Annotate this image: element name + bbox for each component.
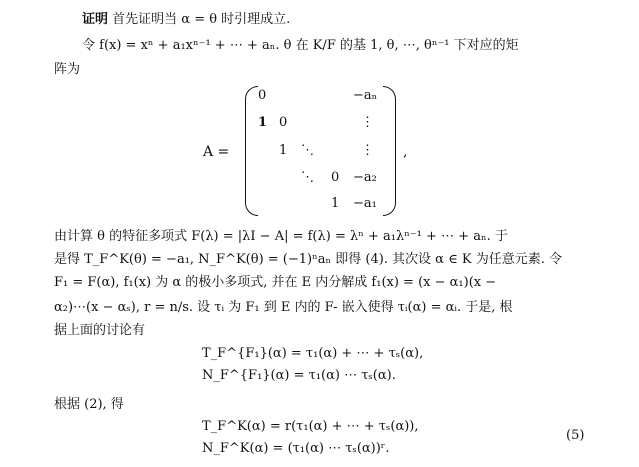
proof-line-7: α₂)⋯(x − αₛ), r = n/s. 设 τᵢ 为 F₁ 到 E 内的 F- 嵌入使得 τᵢ(α) = αᵢ. 于是, 根 <box>54 300 513 315</box>
proof-line-5: 是得 T_F^K(θ) = −a₁, N_F^K(θ) = (−1)ⁿaₙ 即得 (4). 其次设 α ∈ K 为任意元素. 令 <box>54 252 562 267</box>
matrix-cell: −aₙ <box>353 88 378 103</box>
norm-equation-2: N_F^K(α) = (τ₁(α) ⋯ τₛ(α))ʳ. <box>202 441 390 456</box>
proof-line-6: F₁ = F(α), f₁(x) 为 α 的极小多项式, 并在 E 内分解成 f₁(x) = (x − α₁)(x − <box>54 275 497 290</box>
matrix-cell: 1 <box>279 143 288 158</box>
matrix-label: A = <box>203 144 230 160</box>
matrix-cell: 0 <box>331 170 340 185</box>
companion-matrix <box>195 84 425 219</box>
proof-heading: 证明 <box>82 12 109 27</box>
matrix-cell: ⋮ <box>361 115 374 130</box>
matrix-right-bracket <box>383 86 396 216</box>
proof-line-4: 由计算 θ 的特征多项式 F(λ) = |λI − A| = f(λ) = λⁿ + a₁λⁿ⁻¹ + ⋯ + aₙ. 于 <box>54 229 508 244</box>
proof-line-2: 令 f(x) = xⁿ + a₁xⁿ⁻¹ + ⋯ + aₙ. θ 在 K/F 的基 1, θ, ⋯, θⁿ⁻¹ 下对应的矩 <box>82 38 519 53</box>
matrix-cell: ⋮ <box>361 143 374 158</box>
proof-line-1 <box>82 12 290 28</box>
matrix-cell: 0 <box>258 88 267 103</box>
matrix-left-bracket <box>245 86 258 216</box>
matrix-cell: −a₂ <box>353 170 377 185</box>
matrix-comma: , <box>403 144 408 160</box>
matrix-cell: −a₁ <box>353 196 377 211</box>
trace-equation-1: T_F^{F₁}(α) = τ₁(α) + ⋯ + τₛ(α), <box>202 346 424 361</box>
proof-line-9: 根据 (2), 得 <box>54 397 124 412</box>
norm-equation-1: N_F^{F₁}(α) = τ₁(α) ⋯ τₛ(α). <box>202 368 396 383</box>
trace-equation-2: T_F^K(α) = r(τ₁(α) + ⋯ + τₛ(α)), <box>202 419 419 434</box>
matrix-cell: 0 <box>279 115 288 130</box>
equation-number: (5) <box>566 428 585 443</box>
matrix-cell: ⋱ <box>301 170 314 185</box>
proof-line-8: 据上面的讨论有 <box>54 323 146 338</box>
matrix-cell: 1 <box>331 196 340 211</box>
proof-line-3: 阵为 <box>54 62 81 77</box>
matrix-cell: 1 <box>258 115 268 130</box>
proof-text-1: 首先证明当 α = θ 时引理成立. <box>112 12 291 27</box>
matrix-cell: ⋱ <box>301 143 314 158</box>
